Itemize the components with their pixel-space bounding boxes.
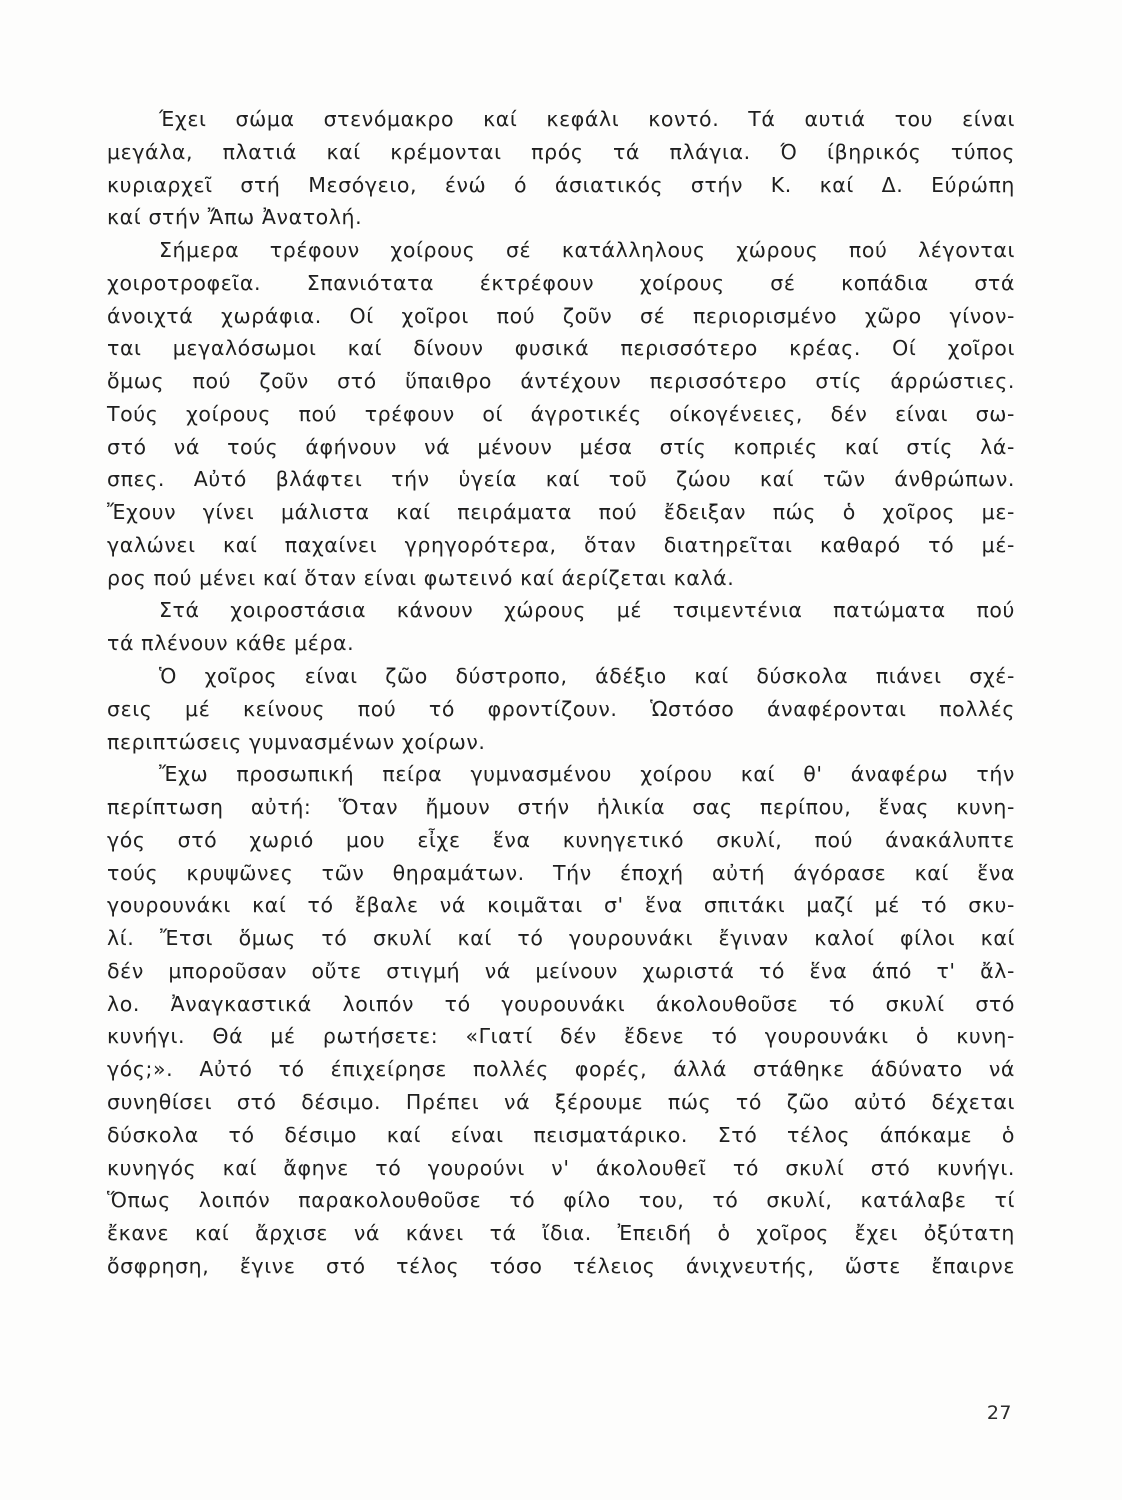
text-line: κυριαρχεῖ στή Μεσόγειο, ένώ ό άσιατικός στήν Κ. καί Δ. Εύρώπη (107, 172, 1015, 197)
text-line: τούς κρυψῶνες τῶν θηραμάτων. Τήν έποχή αὐτή άγόρασε καί ἕνα (107, 860, 1015, 885)
text-line: άνοιχτά χωράφια. Οί χοῖροι πού ζοῦν σέ περιορισμένο χῶρο γίνον- (107, 303, 1015, 328)
text-line: λο. Ἀναγκαστικά λοιπόν τό γουρουνάκι άκολουθοῦσε τό σκυλί στό (107, 991, 1015, 1016)
text-line: γός;». Αὐτό τό έπιχείρησε πολλές φορές, άλλά στάθηκε άδύνατο νά (107, 1057, 1015, 1082)
text-line: ὄσφρηση, ἔγινε στό τέλος τόσο τέλειος άνιχνευτής, ὥστε ἔπαιρνε (107, 1253, 1015, 1278)
text-line: κυνήγι. Θά μέ ρωτήσετε: «Γιατί δέν ἔδενε τό γουρουνάκι ὁ κυνη- (107, 1024, 1015, 1049)
text-line: στό νά τούς άφήνουν νά μένουν μέσα στίς κοπριές καί στίς λά- (107, 434, 1015, 459)
text-line: περιπτώσεις γυμνασμένων χοίρων. (107, 729, 486, 754)
body-text (107, 103, 1015, 1283)
text-line: γός στό χωριό μου εἶχε ἕνα κυνηγετικό σκυλί, πού άνακάλυπτε (107, 827, 1015, 852)
text-line: ται μεγαλόσωμοι καί δίνουν φυσικά περισσότερο κρέας. Οί χοῖροι (107, 336, 1015, 361)
text-line: τά πλένουν κάθε μέρα. (107, 631, 355, 656)
text-line: Στά χοιροστάσια κάνουν χώρους μέ τσιμεντένια πατώματα πού (159, 598, 1015, 623)
text-line: Τούς χοίρους πού τρέφουν οί άγροτικές οίκογένειες, δέν είναι σω- (107, 401, 1015, 426)
text-line: κυνηγός καί ἄφηνε τό γουρούνι ν' άκολουθεῖ τό σκυλί στό κυνήγι. (107, 1155, 1015, 1180)
text-line: γαλώνει καί παχαίνει γρηγορότερα, ὅταν διατηρεῖται καθαρό τό μέ- (107, 532, 1015, 557)
text-line: Ὁ χοῖρος είναι ζῶο δύστροπο, άδέξιο καί δύσκολα πιάνει σχέ- (159, 664, 1015, 689)
text-line: μεγάλα, πλατιά καί κρέμονται πρός τά πλάγια. Ό ίβηρικός τύπος (107, 139, 1015, 164)
text-line: καί στήν Ἄπω Ἀνατολή. (107, 205, 363, 230)
text-line: χοιροτροφεῖα. Σπανιότατα έκτρέφουν χοίρους σέ κοπάδια στά (107, 270, 1015, 295)
page-number: 27 (986, 1402, 1012, 1424)
text-line: δύσκολα τό δέσιμο καί είναι πεισματάρικο. Στό τέλος άπόκαμε ὁ (107, 1122, 1015, 1147)
text-line: σεις μέ κείνους πού τό φροντίζουν. Ὡστόσο άναφέρονται πολλές (107, 696, 1015, 721)
text-line: ἔκανε καί ἄρχισε νά κάνει τά ἴδια. Ἐπειδή ὁ χοῖρος ἔχει ὀξύτατη (107, 1221, 1015, 1246)
text-line: Σήμερα τρέφουν χοίρους σέ κατάλληλους χώρους πού λέγονται (159, 238, 1015, 263)
text-line: λί. Ἔτσι ὅμως τό σκυλί καί τό γουρουνάκι ἔγιναν καλοί φίλοι καί (107, 926, 1015, 951)
text-line: δέν μποροῦσαν οὔτε στιγμή νά μείνουν χωριστά τό ἕνα άπό τ' ἄλ- (107, 958, 1015, 983)
text-line: Ἔχουν γίνει μάλιστα καί πειράματα πού ἔδειξαν πώς ὁ χοῖρος με- (107, 500, 1015, 525)
text-line: γουρουνάκι καί τό ἔβαλε νά κοιμᾶται σ' ἕνα σπιτάκι μαζί μέ τό σκυ- (107, 893, 1015, 918)
text-line: ὅμως πού ζοῦν στό ὕπαιθρο άντέχουν περισσότερο στίς άρρώστιες. (107, 369, 1015, 394)
text-line: Έχει σώμα στενόμακρο καί κεφάλι κοντό. Τά αυτιά του είναι (159, 107, 1015, 131)
text-line: Ἔχω προσωπική πείρα γυμνασμένου χοίρου καί θ' άναφέρω τήν (159, 762, 1015, 787)
text-line: σπες. Αὐτό βλάφτει τήν ὑγεία καί τοῦ ζώου καί τῶν άνθρώπων. (107, 467, 1015, 492)
text-line: συνηθίσει στό δέσιμο. Πρέπει νά ξέρουμε πώς τό ζῶο αὐτό δέχεται (107, 1089, 1015, 1114)
text-line: περίπτωση αὐτή: Ὅταν ἤμουν στήν ἡλικία σας περίπου, ἕνας κυνη- (107, 795, 1015, 820)
text-line: ρος πού μένει καί ὅταν είναι φωτεινό καί άερίζεται καλά. (107, 565, 735, 590)
text-line: Ὅπως λοιπόν παρακολουθοῦσε τό φίλο του, τό σκυλί, κατάλαβε τί (107, 1188, 1015, 1213)
